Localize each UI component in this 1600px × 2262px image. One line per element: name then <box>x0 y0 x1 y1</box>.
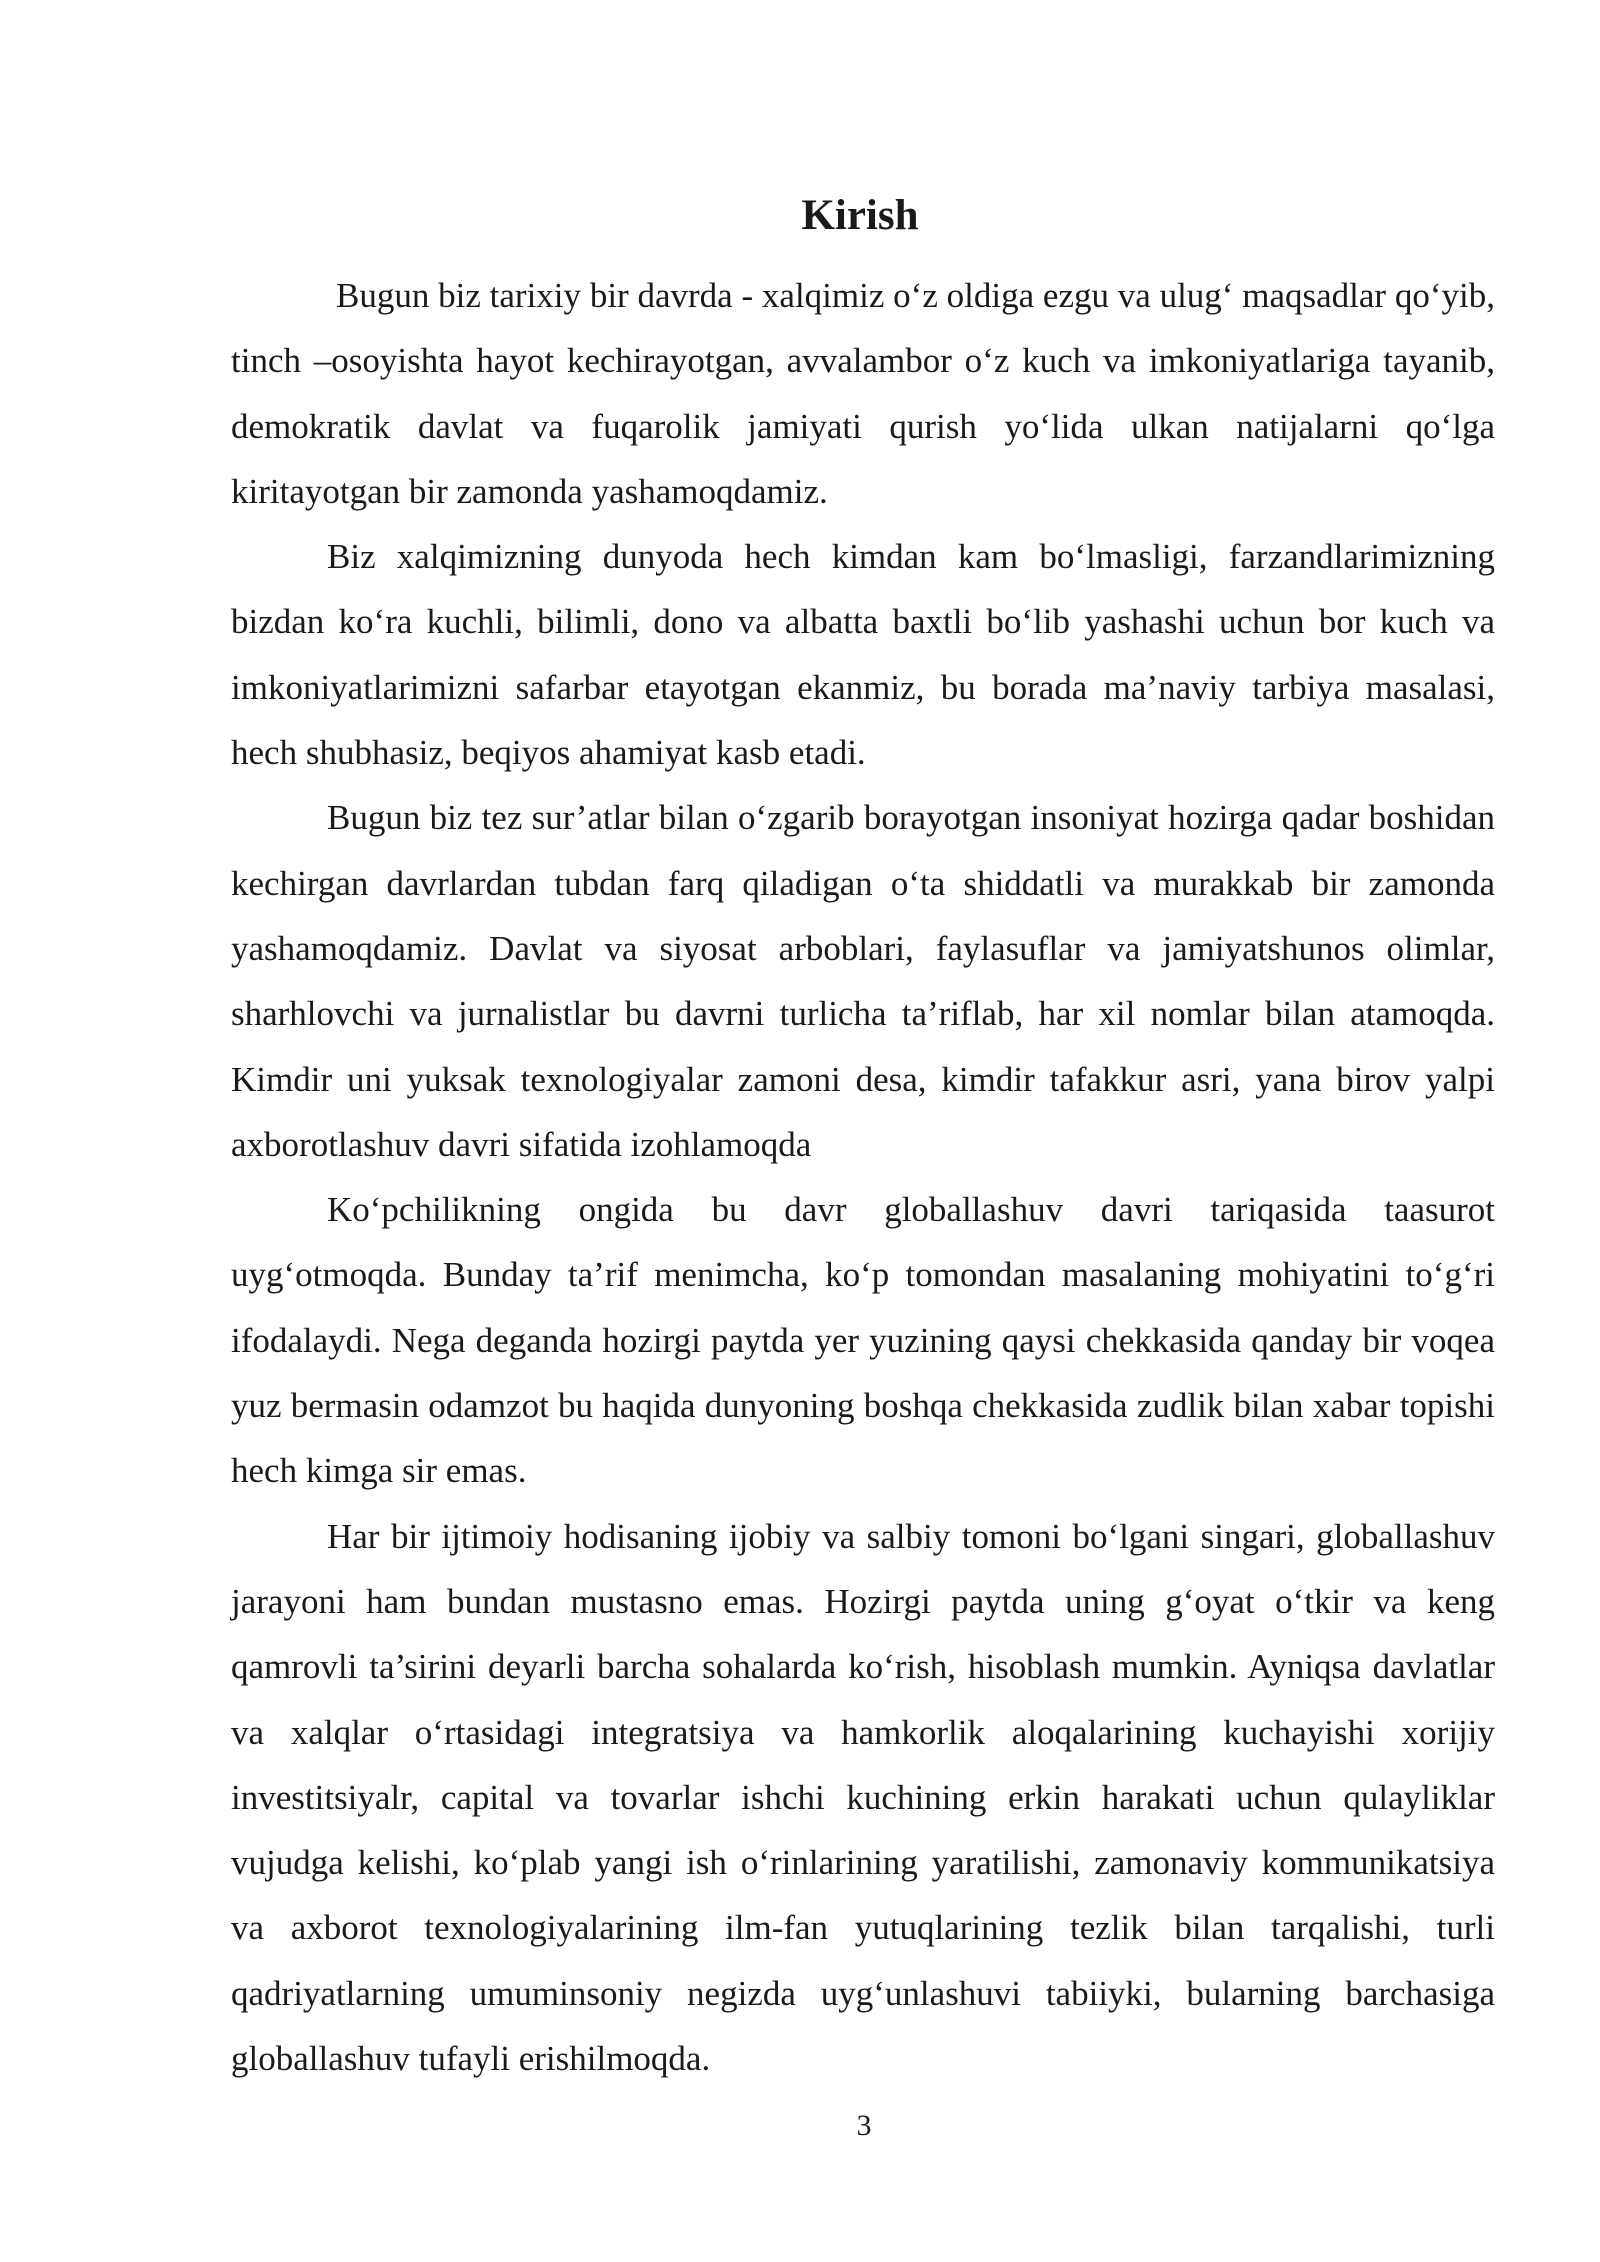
page-number: 3 <box>856 2109 872 2142</box>
paragraph-3: Bugun biz tez sur’atlar bilan o‘zgarib borayotgan insoniyat hozirga qadar boshidan kechirgan davrlardan tubdan farq qiladigan o‘ta shiddatli va murakkab bir zamonda yashamoqdamiz. Davlat va siyosat arboblari, faylasuflar va jamiyatshunos olimlar, sharhlovchi va jurnalistlar bu davrni turlicha ta’riflab, har xil nomlar bilan atamoqda. Kimdir uni yuksak texnologiyalar zamoni desa, kimdir tafakkur asri, yana birov yalpi axborotlashuv davri sifatida izohlamoqda <box>231 798 1495 1164</box>
paragraph-1: Bugun biz tarixiy bir davrda - xalqimiz o‘z oldiga ezgu va ulug‘ maqsadlar qo‘yib, tinch –osoyishta hayot kechirayotgan, avvalambor o‘z kuch va imkoniyatlariga tayanib, demokratik davlat va fuqarolik jamiyati qurish yo‘lida ulkan natijalarni qo‘lga kiritayotgan bir zamonda yashamoqdamiz. <box>231 276 1495 511</box>
paragraph-5: Har bir ijtimoiy hodisaning ijobiy va salbiy tomoni bo‘lgani singari, globallashuv jarayoni ham bundan mustasno emas. Hozirgi paytda uning g‘oyat o‘tkir va keng qamrovli ta’sirini deyarli barcha sohalarda ko‘rish, hisoblash mumkin. Ayniqsa davlatlar va xalqlar o‘rtasidagi integratsiya va hamkorlik aloqalarining kuchayishi xorijiy investitsiyalr, capital va tovarlar ishchi kuchining erkin harakati uchun qulayliklar vujudga kelishi, ko‘plab yangi ish o‘rinlarining yaratilishi, zamonaviy kommunikatsiya va axborot texnologiyalarining ilm-fan yutuqlarining tezlik bilan tarqalishi, turli qadriyatlarning umuminsoniy negizda uyg‘unlashuvi tabiiyki, bularning barchasiga globallashuv tufayli erishilmoqda. <box>231 1516 1495 2079</box>
document-body <box>231 263 1495 2091</box>
paragraph-4: Ko‘pchilikning ongida bu davr globallashuv davri tariqasida taasurot uyg‘otmoqda. Bunday ta’rif menimcha, ko‘p tomondan masalaning mohiyatini to‘g‘ri ifodalaydi. Nega deganda hozirgi paytda yer yuzining qaysi chekkasida qanday bir voqea yuz bermasin odamzot bu haqida dunyoning boshqa chekkasida zudlik bilan xabar topishi hech kimga sir emas. <box>231 1190 1495 1491</box>
page-title: Kirish <box>801 192 919 239</box>
paragraph-2: Biz xalqimizning dunyoda hech kimdan kam bo‘lmasligi, farzandlarimizning bizdan ko‘ra kuchli, bilimli, dono va albatta baxtli bo‘lib yashashi uchun bor kuch va imkoniyatlarimizni safarbar etayotgan ekanmiz, bu borada ma’naviy tarbiya masalasi, hech shubhasiz, beqiyos ahamiyat kasb etadi. <box>231 537 1495 773</box>
